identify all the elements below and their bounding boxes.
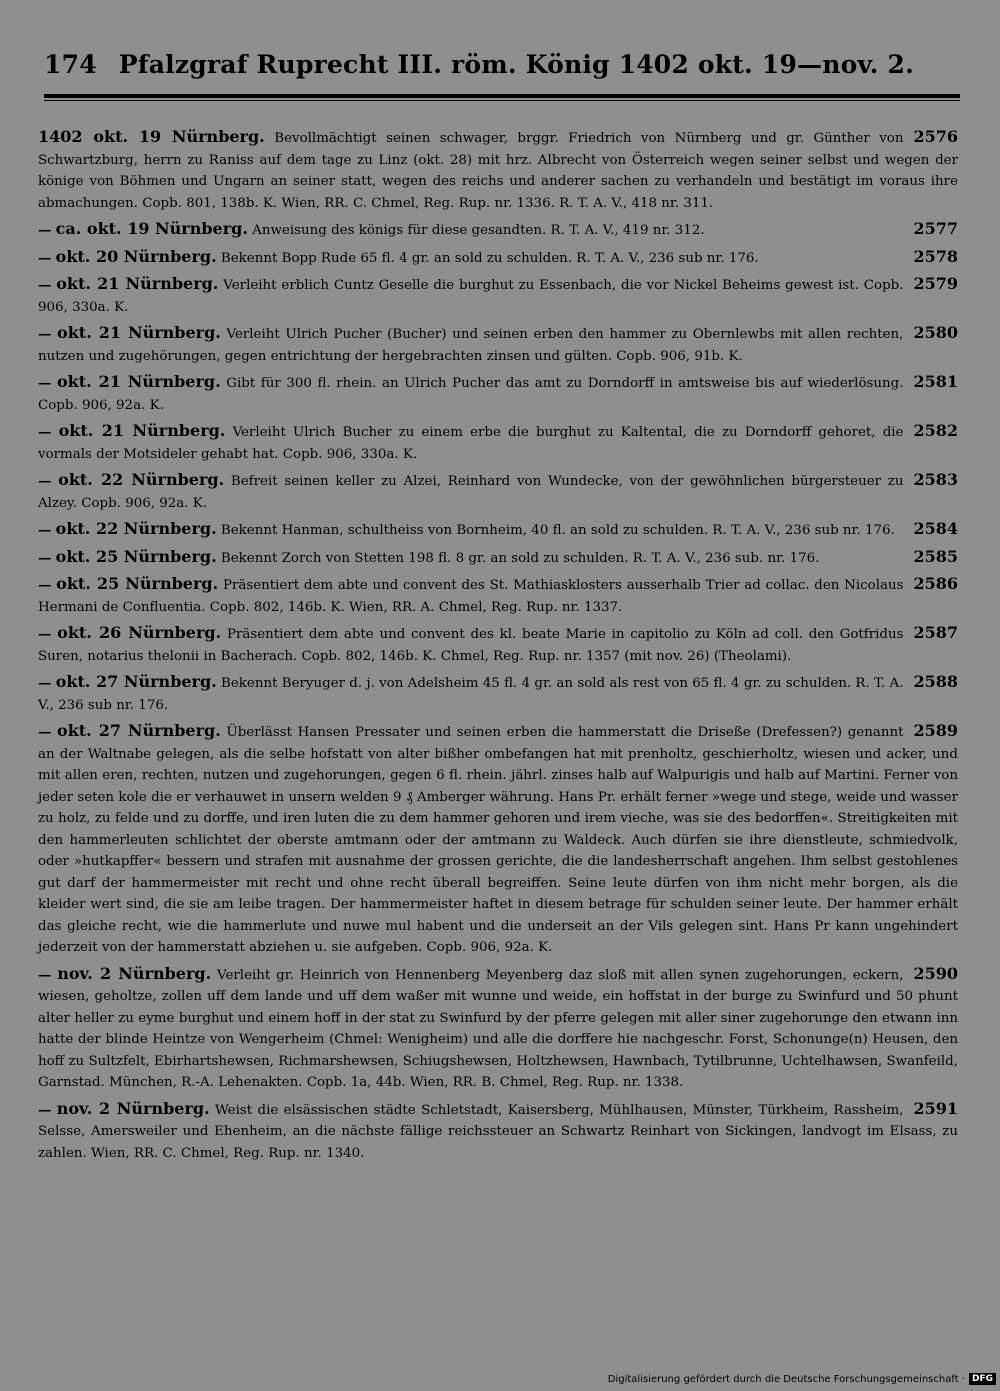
entry-number: 2580 bbox=[913, 323, 958, 342]
entry-dash: — bbox=[38, 277, 52, 293]
entry-number: 2584 bbox=[913, 519, 958, 538]
entry bbox=[38, 622, 960, 667]
entry-dash: — bbox=[38, 577, 52, 593]
entry-dash: — bbox=[38, 549, 52, 566]
header-rule-thin bbox=[44, 100, 960, 101]
entry-text: Überlässt Hansen Pressater und seinen erben die hammerstatt die Driseße (Drefessen?) genannt an der Waltnabe gelegen, als die selbe hofstatt von alter bißher ombefangen hat mit prenholtz, geschierholtz, wiesen und acker, und mit allen eren, rechten, nutzen und zugehorungen, gegen 6 fl. rhein. jährl. zinses halb auf Walpurigis und halb auf Martini. Ferner von jeder seten kole die er verhauwet in unsern welden 9 ₰ Amberger währung. Hans Pr. erhält ferner »wege und stege, weide und wasser zu holz, zu felde und zu dorffe, und iren luten die zu dem hammer gehoren und irem vieche, was sie des bedorffen«. Streitigkeiten mit den hammerleuten schlichtet der oberste amtmann oder der amtmann zu Waldeck. Auch dürfen sie ihre dienstleute, schmiedvolk, oder »hutkapffer« bessern und strafen mit ausnahme der grossen gerichte, die die landesherrschaft angehen. Ihm selbst gestohlenes gut darf der hammermeister mit recht und ohne recht überall begreiffen. Seine leute dürfen von ihm nicht mehr borgen, als die kleider wert sind, die sie am leibe tragen. Der hammermeister haftet in diesem betrage für schulden seiner leute. Der hammer erhält das gleiche recht, wie die hammerlute und nuwe mul habent und die underseit an der Vils gelegen sint. Hans Pr kann ungehindert jederzeit von der hammerstatt abziehen u. sie aufgeben. Copb. 906, 92a. K. bbox=[38, 725, 958, 955]
footer-credit: Digitalisierung gefördert durch die Deutsche Forschungsgemeinschaft · bbox=[607, 1373, 965, 1385]
entry bbox=[38, 720, 960, 959]
entry-text: Verleiht gr. Heinrich von Hennenberg Meyenberg daz sloß mit allen synen zugehorungen, eckern, wiesen, geholtze, zollen uff dem lande und uff dem waßer mit wunne und weide, ein hoffstat in der burge zu Swinfurd und 50 phunt alter heller zu eyme burghut und einem hoff in der stat zu Swinfurd by der pferre gelegen mit aller siner zugehorunge den etwann inn hatte der blinde Heintze von Wengerheim (Chmel: Wenigheim) und alle die dorffere hie nachgeschr. Forst, Schonunge(n) Heusen, den hoff zu Sultzfelt, Ebirhartshewsen, Richmarshewsen, Schiugshewsen, Holtzhewsen, Hawnbach, Tytilbrunne, Uchtelhawsen, Swanfeild, Garnstad. München, R.-A. Lehenakten. Copb. 1a, 44b. Wien, RR. B. Chmel, Reg. Rup. nr. 1338. bbox=[38, 967, 958, 1090]
entry-date: okt. 22 Nürnberg. bbox=[55, 519, 217, 538]
entry-dash: — bbox=[38, 675, 52, 691]
page-title: Pfalzgraf Ruprecht III. röm. König 1402 okt. 19—nov. 2. bbox=[118, 50, 915, 79]
entry-dash: — bbox=[38, 966, 52, 983]
entry bbox=[38, 246, 960, 270]
entry bbox=[38, 671, 960, 716]
entry-date: nov. 2 Nürnberg. bbox=[56, 1098, 210, 1118]
entry bbox=[38, 963, 960, 1094]
entry-text: Bekennt Beryuger d. j. von Adelsheim 45 fl. 4 gr. an sold als rest von 65 fl. 4 gr. zu schulden. R. T. A. V., 236 sub nr. 176. bbox=[38, 676, 904, 713]
entry-text: Präsentiert dem abte und convent des St. Mathiasklosters ausserhalb Trier ad collac. den Nicolaus Hermani de Confluentia. Copb. 802, 146b. K. Wien, RR. A. Chmel, Reg. Rup. nr. 1337. bbox=[38, 578, 904, 615]
entry bbox=[38, 573, 960, 618]
entry-dash: — bbox=[38, 222, 52, 238]
page-number: 174 bbox=[44, 50, 97, 79]
entry-number: 2590 bbox=[913, 963, 958, 983]
entry-number: 2589 bbox=[913, 721, 958, 740]
entry-number: 2591 bbox=[913, 1098, 958, 1118]
entry-number: 2581 bbox=[913, 372, 958, 391]
entry bbox=[38, 273, 960, 318]
entry bbox=[38, 420, 960, 465]
entry bbox=[38, 469, 960, 514]
entry-text: Verleiht Ulrich Bucher zu einem erbe die burghut zu Kaltental, die zu Dorndorff gehoret, die vormals der Motsideler gehabt hat. Copb. 906, 330a. K. bbox=[38, 425, 904, 462]
entry-dash: — bbox=[38, 522, 52, 538]
entry-number: 2578 bbox=[913, 246, 958, 266]
entry-date: okt. 21 Nürnberg. bbox=[56, 274, 219, 293]
entry-text: Befreit seinen keller zu Alzei, Reinhard von Wundecke, von der gewöhnlichen bürgersteuer zu Alzey. Copb. 906, 92a. K. bbox=[38, 474, 904, 511]
entry-text: Präsentiert dem abte und convent des kl. beate Marie in capitolio zu Köln ad coll. den Gotfridus Suren, notarius thelonii in Bacherach. Copb. 802, 146b. K. Chmel, Reg. Rup. nr. 1357 (mit nov. 26) (Theolami). bbox=[38, 627, 904, 664]
entry bbox=[38, 371, 960, 416]
entry-number: 2577 bbox=[913, 219, 958, 238]
entry-dash: — bbox=[38, 375, 52, 391]
entry-dash: — bbox=[38, 249, 52, 266]
dfg-logo: DFG bbox=[969, 1373, 996, 1385]
entry-date: okt. 26 Nürnberg. bbox=[57, 623, 222, 642]
entry-dash: — bbox=[38, 326, 52, 342]
entry bbox=[38, 546, 960, 570]
entry-date: okt. 21 Nürnberg. bbox=[56, 372, 221, 391]
entry-date: nov. 2 Nürnberg. bbox=[57, 963, 212, 983]
entry-text: Gibt für 300 fl. rhein. an Ulrich Pucher das amt zu Dorndorff in amtsweise bis auf wiederlösung. Copb. 906, 92a. K. bbox=[38, 376, 904, 413]
entry-number: 2585 bbox=[913, 546, 958, 566]
entry-date: okt. 22 Nürnberg. bbox=[58, 470, 225, 489]
entry-date: okt. 25 Nürnberg. bbox=[56, 574, 219, 593]
entry-number: 2583 bbox=[913, 470, 958, 489]
entry-text: Anweisung des königs für diese gesandten. R. T. A. V., 419 nr. 312. bbox=[252, 223, 705, 238]
entry-date: okt. 25 Nürnberg. bbox=[55, 546, 217, 566]
entry-dash: — bbox=[38, 473, 52, 489]
entry-number: 2582 bbox=[913, 421, 958, 440]
entry bbox=[38, 322, 960, 367]
page-header bbox=[44, 50, 960, 79]
entry-date: okt. 21 Nürnberg. bbox=[58, 421, 226, 440]
entry-text: Verleiht Ulrich Pucher (Bucher) und seinen erben den hammer zu Obernlewbs mit allen rechten, nutzen und zugehörungen, gegen entrichtung der hergebrachten zinsen und gülten. Copb. 906, 91b. K. bbox=[38, 327, 904, 364]
entry-text: Bevollmächtigt seinen schwager, brggr. Friedrich von Nürnberg und gr. Günther von Schwartzburg, herrn zu Raniss auf dem tage zu Linz (okt. 28) mit hrz. Albrecht von Österreich wegen seiner selbst und wegen der könige von Böhmen und Ungarn an seiner statt, wegen des reichs und anderer sachen zu verhandeln und bestätigt im voraus ihre abmachungen. Copb. 801, 138b. K. Wien, RR. C. Chmel, Reg. Rup. nr. 1336. R. T. A. V., 418 nr. 311. bbox=[38, 131, 958, 211]
entry-date: okt. 21 Nürnberg. bbox=[57, 323, 221, 342]
entry-text: Bekennt Hanman, schultheiss von Bornheim, 40 fl. an sold zu schulden. R. T. A. V., 236 sub nr. 176. bbox=[220, 523, 895, 538]
entry-dash: — bbox=[38, 626, 52, 642]
entry-date: okt. 27 Nürnberg. bbox=[55, 672, 217, 691]
entry bbox=[38, 126, 960, 214]
entry-number: 2579 bbox=[913, 274, 958, 293]
entry-text: Bekennt Zorch von Stetten 198 fl. 8 gr. an sold zu schulden. R. T. A. V., 236 sub. nr. 176. bbox=[220, 550, 820, 566]
entry-date: 1402 okt. 19 Nürnberg. bbox=[38, 127, 265, 146]
entry-text: Verleiht erblich Cuntz Geselle die burghut zu Essenbach, die vor Nickel Beheims gewest ist. Copb. 906, 330a. K. bbox=[38, 278, 904, 315]
entry-text: Weist die elsässischen städte Schletstadt, Kaisersberg, Mühlhausen, Münster, Türkheim, Rassheim, Selsse, Amersweiler und Ehenheim, an die nächste fällige reichssteuer an Schwartz Reinhart von Sickingen, landvogt im Elsass, zu zahlen. Wien, RR. C. Chmel, Reg. Rup. nr. 1340. bbox=[38, 1102, 958, 1161]
entry bbox=[38, 1098, 960, 1165]
entry-dash: — bbox=[38, 1101, 52, 1118]
entry-date: ca. okt. 19 Nürnberg. bbox=[55, 219, 248, 238]
footer bbox=[608, 1373, 996, 1385]
entry-date: okt. 27 Nürnberg. bbox=[57, 721, 221, 740]
entry-text: Bekennt Bopp Rude 65 fl. 4 gr. an sold zu schulden. R. T. A. V., 236 sub nr. 176. bbox=[220, 250, 759, 266]
entry-number: 2587 bbox=[913, 623, 958, 642]
entry bbox=[38, 218, 960, 242]
entry-number: 2588 bbox=[913, 672, 958, 691]
entry-number: 2586 bbox=[913, 574, 958, 593]
entry bbox=[38, 518, 960, 542]
entry-number: 2576 bbox=[913, 127, 958, 146]
entry-list bbox=[38, 126, 960, 1168]
header-rule bbox=[44, 94, 960, 98]
entry-date: okt. 20 Nürnberg. bbox=[55, 246, 217, 266]
entry-dash: — bbox=[38, 424, 52, 440]
entry-dash: — bbox=[38, 724, 52, 740]
